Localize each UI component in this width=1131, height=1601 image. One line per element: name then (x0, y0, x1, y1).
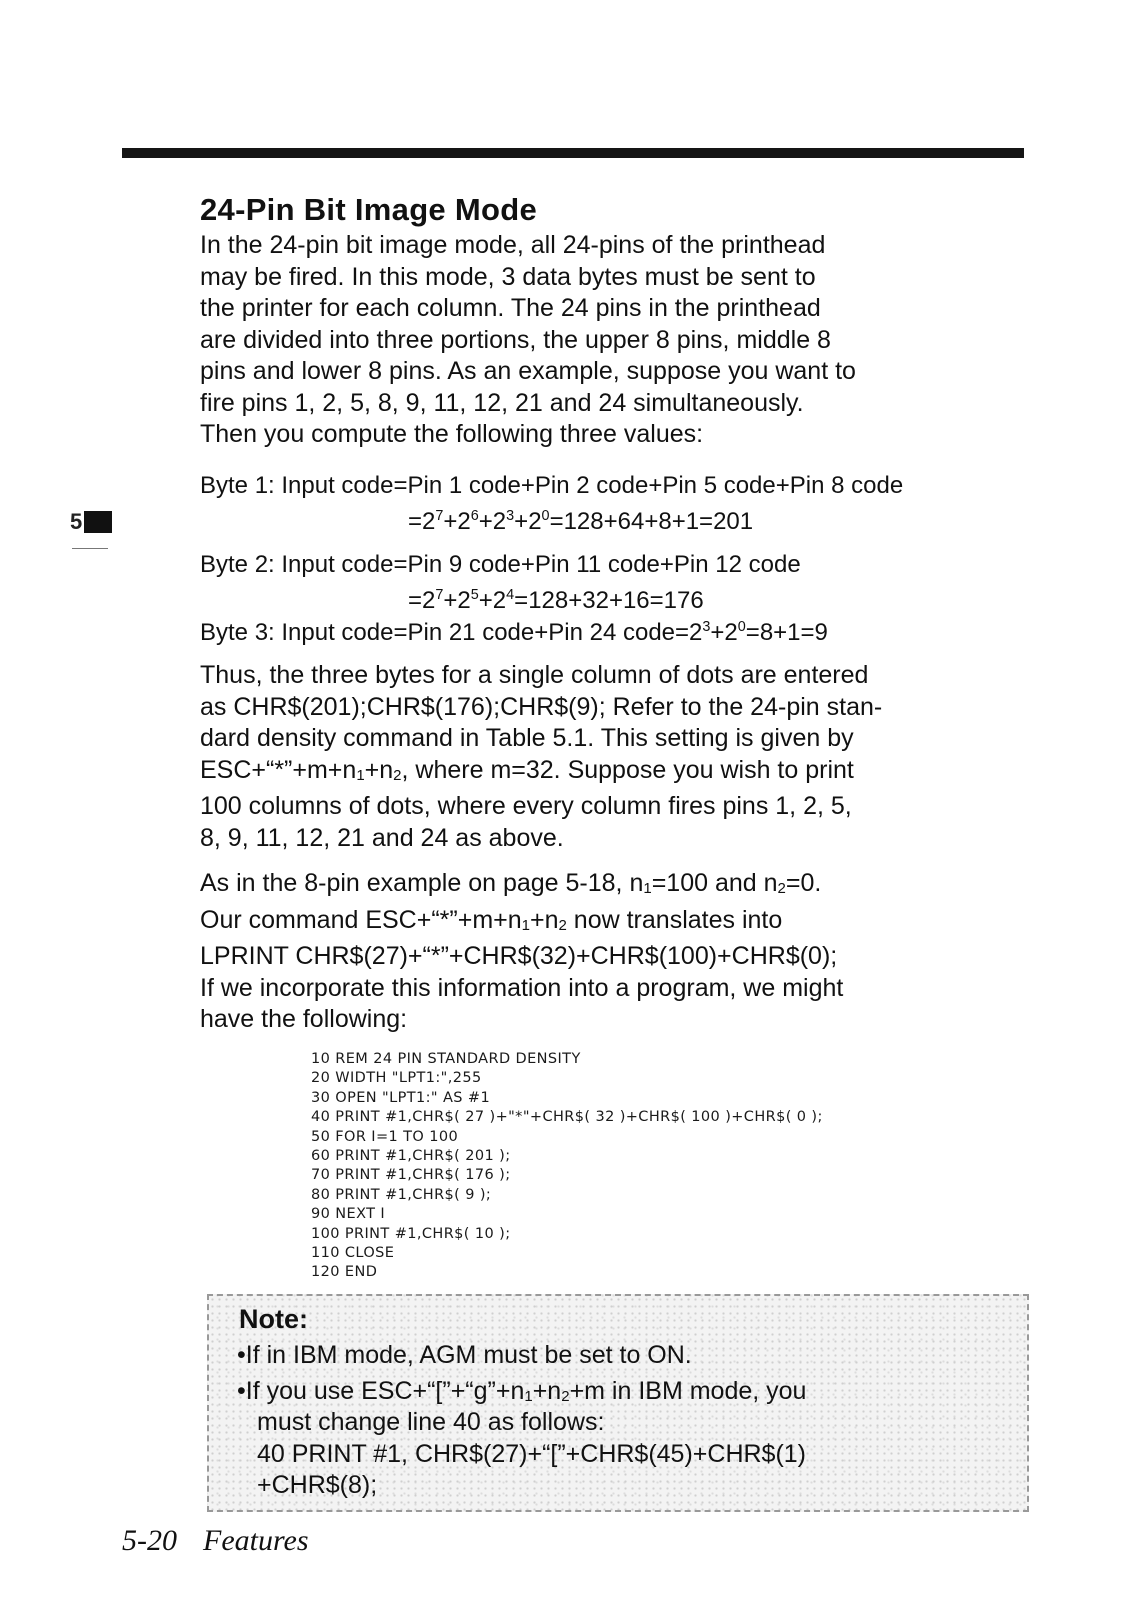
chapter-tab-marker (70, 510, 112, 534)
text-line: are divided into three portions, the upper 8 pins, middle 8 (200, 325, 831, 354)
eq-part: +2 (478, 508, 507, 535)
text-part: +m in IBM mode, you (569, 1377, 807, 1405)
byte-2-equation (200, 580, 1030, 616)
eq-exponent: 6 (470, 508, 479, 524)
eq-exponent: 0 (737, 619, 746, 635)
subscript: 1 (521, 916, 530, 934)
page-number: 5-20 (122, 1524, 177, 1557)
section-title: 24-Pin Bit Image Mode (200, 192, 538, 227)
eq-exponent: 5 (470, 587, 479, 603)
eq-part: +2 (443, 508, 471, 535)
note-code-line: 40 PRINT #1, CHR$(27)+“[”+CHR$(45)+CHR$(1) (257, 1440, 807, 1468)
eq-part: =128+32+16=176 (514, 587, 704, 614)
text-line: the printer for each column. The 24 pins in the printhead (200, 294, 821, 322)
chapter-tab-rule (72, 548, 108, 549)
text-line (200, 755, 1028, 792)
eq-exponent: 0 (541, 508, 550, 524)
text-part: now translates into (566, 905, 783, 934)
text-part: •If you use ESC+“[”+“g”+n (237, 1377, 525, 1405)
text-part: Our command ESC+“*”+m+n (200, 905, 522, 934)
eq-part: Byte 3: Input code=Pin 21 code+Pin 24 code=2 (200, 619, 703, 646)
text-part: =0. (785, 869, 822, 897)
code-line: 60 PRINT #1,CHR$( 201 ); (311, 1148, 511, 1165)
text-line: may be fired. In this mode, 3 data bytes must be sent to (200, 262, 816, 291)
text-line: Thus, the three bytes for a single column of dots are entered (200, 661, 869, 689)
eq-part: +2 (514, 508, 542, 535)
text-line: 100 columns of dots, where every column fires pins 1, 2, 5, (200, 792, 852, 820)
density-paragraph (200, 660, 1028, 854)
byte-1-calculation (200, 470, 1030, 537)
text-part: ESC+“*”+m+n (200, 755, 357, 784)
note-title: Note: (239, 1304, 308, 1334)
note-item-agm: •If in IBM mode, AGM must be set to ON. (237, 1341, 692, 1369)
eq-part: +2 (443, 587, 471, 614)
command-paragraph (200, 868, 1028, 1036)
chapter-tab-number: 5 (70, 509, 83, 534)
eq-exponent: 4 (506, 587, 515, 603)
chapter-name: Features (203, 1524, 309, 1557)
eq-part: +2 (478, 587, 507, 614)
text-line (200, 868, 1028, 905)
byte-2-calculation (200, 549, 1030, 616)
subscript: 1 (643, 880, 652, 897)
subscript: 2 (393, 766, 402, 784)
byte-3-calculation (200, 612, 1030, 648)
text-line: Then you compute the following three values: (200, 420, 704, 448)
subscript: 1 (524, 1388, 533, 1405)
subscript: 1 (356, 766, 365, 784)
text-line: as CHR$(201);CHR$(176);CHR$(9); Refer to the 24-pin stan- (200, 692, 883, 721)
text-line (200, 905, 1028, 942)
eq-exponent: 7 (435, 508, 444, 524)
eq-part: =128+64+8+1=201 (549, 508, 754, 535)
text-line: dard density command in Table 5.1. This setting is given by (200, 724, 854, 752)
text-line: 8, 9, 11, 12, 21 and 24 as above. (200, 823, 564, 852)
code-line: 50 FOR I=1 TO 100 (311, 1128, 459, 1145)
byte-3-equation (200, 612, 1030, 648)
code-line: 80 PRINT #1,CHR$( 9 ); (311, 1186, 492, 1203)
subscript: 2 (777, 880, 786, 897)
text-line: pins and lower 8 pins. As an example, suppose you want to (200, 357, 856, 385)
eq-part: +2 (710, 619, 738, 646)
eq-part: =8+1=9 (745, 619, 828, 646)
subscript: 2 (558, 916, 567, 934)
text-line: If we incorporate this information into a program, we might (200, 973, 844, 1002)
text-line: In the 24-pin bit image mode, all 24-pins of the printhead (200, 231, 826, 259)
top-rule (122, 148, 1024, 158)
text-part: , where m=32. Suppose you wish to print (401, 755, 854, 784)
byte-2-definition: Byte 2: Input code=Pin 9 code+Pin 11 code+Pin 12 code (200, 551, 801, 578)
eq-part: =2 (408, 587, 436, 614)
code-line: 30 OPEN "LPT1:" AS #1 (311, 1089, 491, 1106)
code-line: 120 END (311, 1264, 378, 1281)
basic-program-listing (311, 1050, 823, 1283)
byte-1-equation (200, 501, 1030, 537)
text-part: +n (532, 1377, 562, 1405)
eq-exponent: 3 (702, 619, 711, 635)
text-line: LPRINT CHR$(27)+“*”+CHR$(32)+CHR$(100)+CHR$(0); (200, 942, 838, 970)
subscript: 2 (561, 1388, 570, 1405)
text-part: =100 and n (651, 869, 778, 897)
code-line: 10 REM 24 PIN STANDARD DENSITY (311, 1051, 581, 1067)
page-footer (122, 1524, 309, 1558)
text-part: +n (364, 755, 394, 784)
code-line: 110 CLOSE (311, 1245, 395, 1262)
code-line: 100 PRINT #1,CHR$( 10 ); (311, 1225, 511, 1242)
code-line: 40 PRINT #1,CHR$( 27 )+"*"+CHR$( 32 )+CHR$( 100 )+CHR$( 0 ); (311, 1109, 823, 1126)
byte-1-definition: Byte 1: Input code=Pin 1 code+Pin 2 code+Pin 5 code+Pin 8 code (200, 472, 904, 499)
chapter-tab-block (84, 511, 112, 533)
intro-paragraph (200, 230, 1028, 451)
eq-exponent: 3 (506, 508, 515, 524)
note-continuation: must change line 40 as follows: (257, 1408, 605, 1436)
text-part: +n (530, 905, 559, 934)
eq-exponent: 7 (435, 587, 444, 603)
code-line: 90 NEXT I (311, 1206, 386, 1223)
text-line: fire pins 1, 2, 5, 8, 9, 11, 12, 21 and 24 simultaneously. (200, 388, 804, 417)
text-part: As in the 8-pin example on page 5-18, n (200, 869, 644, 897)
text-line: have the following: (200, 1005, 408, 1033)
eq-part: =2 (408, 508, 436, 535)
note-code-line: +CHR$(8); (257, 1471, 378, 1499)
note-box (207, 1294, 1029, 1512)
code-line: 70 PRINT #1,CHR$( 176 ); (311, 1167, 511, 1184)
code-line: 20 WIDTH "LPT1:",255 (311, 1070, 482, 1087)
